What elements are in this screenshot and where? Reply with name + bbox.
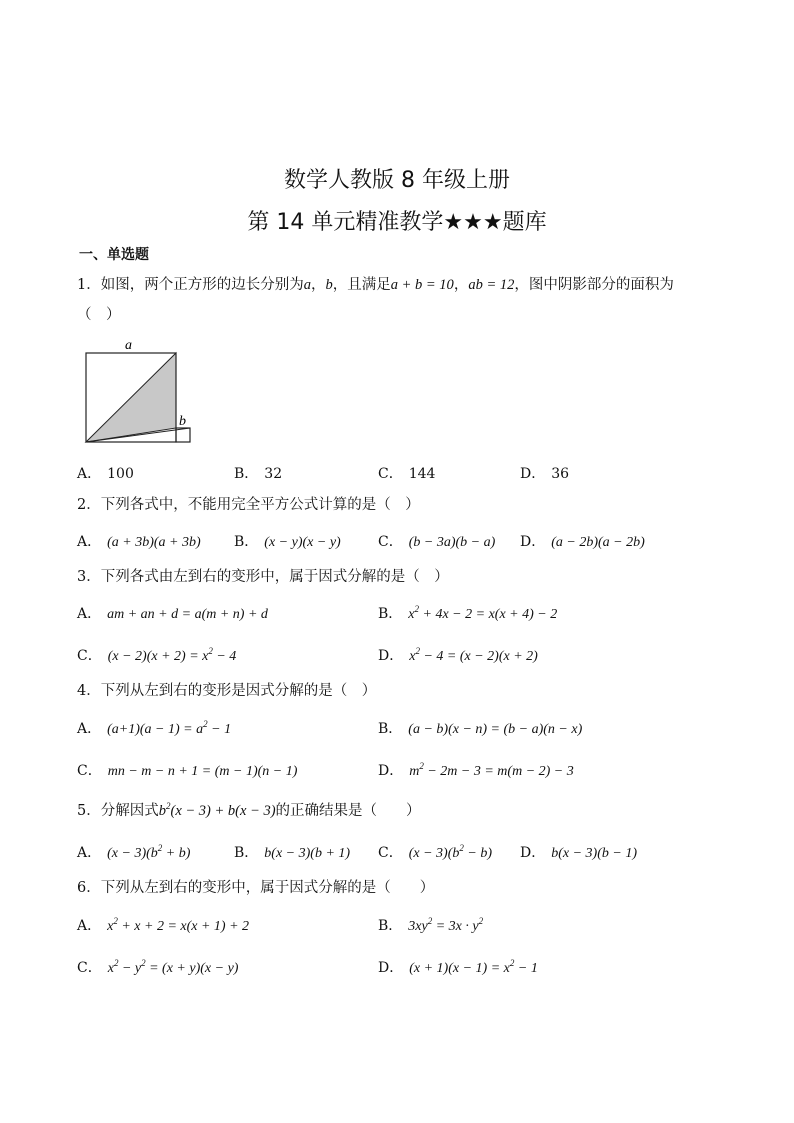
math-expression: $b^2(x - 3) + b(x - 3)$ bbox=[158, 801, 276, 819]
question-4-option-c[interactable] bbox=[77, 760, 297, 780]
question-5-option-b[interactable] bbox=[234, 842, 350, 862]
option-label: C． bbox=[77, 763, 102, 779]
squares-figure bbox=[78, 336, 198, 448]
label-b: b bbox=[179, 414, 186, 429]
option-label: B． bbox=[378, 918, 403, 934]
question-4-stem: 4．下列从左到右的变形是因式分解的是（ ） bbox=[77, 683, 377, 699]
question-4-option-a[interactable] bbox=[77, 718, 231, 738]
question-number: 4 bbox=[77, 683, 87, 699]
option-text: $x^2 + 4x - 2 = x(x + 4) - 2$ bbox=[408, 604, 558, 622]
option-label: D． bbox=[520, 466, 546, 482]
question-3-option-c[interactable] bbox=[77, 645, 236, 665]
label-a: a bbox=[125, 338, 132, 353]
document-title: 数学人教版 8 年级上册 bbox=[284, 168, 510, 193]
option-text: $(x - 3)(b^2 - b)$ bbox=[408, 843, 492, 861]
option-text: 36 bbox=[551, 466, 570, 482]
shaded-triangle bbox=[86, 353, 176, 442]
question-5-option-d[interactable] bbox=[520, 842, 637, 862]
option-label: B． bbox=[234, 534, 259, 550]
option-label: A． bbox=[77, 606, 102, 622]
option-text: $x^2 - y^2 = (x + y)(x - y)$ bbox=[107, 958, 239, 976]
option-label: B． bbox=[378, 606, 403, 622]
option-label: D． bbox=[520, 845, 546, 861]
question-3-option-b[interactable] bbox=[378, 603, 557, 623]
option-text: (a + 3b)(a + 3b) bbox=[107, 535, 201, 550]
option-text: $(x - 3)(b^2 + b)$ bbox=[107, 843, 191, 861]
question-1-option-c[interactable] bbox=[378, 463, 435, 483]
question-6-option-b[interactable] bbox=[378, 915, 483, 935]
question-1-option-a[interactable] bbox=[77, 463, 134, 483]
question-number: 3 bbox=[77, 569, 87, 585]
section-heading: 一、单选题 bbox=[79, 247, 149, 263]
question-number: 2 bbox=[77, 497, 87, 513]
option-text: (b − 3a)(b − a) bbox=[408, 535, 496, 550]
question-5-option-c[interactable] bbox=[378, 842, 492, 862]
option-label: A． bbox=[77, 918, 102, 934]
option-text: 32 bbox=[264, 466, 283, 482]
question-1-stem-line2: （ ） bbox=[77, 307, 121, 323]
option-label: A． bbox=[77, 845, 102, 861]
question-number: 5 bbox=[77, 803, 87, 819]
option-text: (a − b)(x − n) = (b − a)(n − x) bbox=[408, 722, 583, 737]
question-2-option-b[interactable] bbox=[234, 531, 341, 551]
question-number: 6 bbox=[77, 880, 87, 896]
option-label: B． bbox=[378, 721, 403, 737]
option-text: 144 bbox=[408, 466, 436, 482]
option-label: D． bbox=[378, 648, 404, 664]
question-2-option-d[interactable] bbox=[520, 531, 645, 551]
question-4-option-b[interactable] bbox=[378, 718, 582, 738]
option-text: $(a+1)(a - 1) = a^2 - 1$ bbox=[107, 719, 232, 737]
option-text: mn − m − n + 1 = (m − 1)(n − 1) bbox=[107, 764, 298, 779]
question-3-option-a[interactable] bbox=[77, 603, 268, 623]
option-label: C． bbox=[378, 845, 403, 861]
option-text: $(x + 1)(x - 1) = x^2 - 1$ bbox=[409, 958, 538, 976]
question-number: 1 bbox=[77, 277, 87, 293]
option-label: B． bbox=[234, 466, 259, 482]
question-6-option-a[interactable] bbox=[77, 915, 249, 935]
option-text: 100 bbox=[107, 466, 134, 482]
question-5-option-a[interactable] bbox=[77, 842, 190, 862]
option-text: am + an + d = a(m + n) + d bbox=[107, 607, 268, 622]
question-1-option-b[interactable] bbox=[234, 463, 282, 483]
option-text: $(x - 2)(x + 2) = x^2 - 4$ bbox=[107, 646, 237, 664]
option-text: (a − 2b)(a − 2b) bbox=[551, 535, 645, 550]
option-text: (x − y)(x − y) bbox=[264, 535, 341, 550]
option-label: A． bbox=[77, 721, 102, 737]
option-label: D． bbox=[520, 534, 546, 550]
option-text: $3xy^2 = 3x \cdot y^2$ bbox=[408, 916, 484, 934]
option-text: $m^2 - 2m - 3 = m(m - 2) - 3$ bbox=[409, 761, 574, 779]
option-text: b(x − 3)(b − 1) bbox=[551, 846, 637, 861]
option-label: C． bbox=[378, 534, 403, 550]
option-label: A． bbox=[77, 534, 102, 550]
question-6-option-d[interactable] bbox=[378, 957, 538, 977]
question-3-option-d[interactable] bbox=[378, 645, 538, 665]
question-2-option-c[interactable] bbox=[378, 531, 495, 551]
question-1-option-d[interactable] bbox=[520, 463, 569, 483]
option-text: b(x − 3)(b + 1) bbox=[264, 846, 351, 861]
document-subtitle: 第 14 单元精准教学★★★题库 bbox=[247, 210, 547, 235]
option-label: A． bbox=[77, 466, 102, 482]
option-label: D． bbox=[378, 763, 404, 779]
option-text: $x^2 - 4 = (x - 2)(x + 2)$ bbox=[409, 646, 538, 664]
question-1-stem: 1．如图，两个正方形的边长分别为a，b，且满足a + b = 10，ab = 12，图中阴影部分的面积为 bbox=[77, 277, 674, 293]
option-label: D． bbox=[378, 960, 404, 976]
question-2-option-a[interactable] bbox=[77, 531, 201, 551]
question-6-option-c[interactable] bbox=[77, 957, 238, 977]
question-2-stem: 2．下列各式中，不能用完全平方公式计算的是（ ） bbox=[77, 497, 420, 513]
option-text: $x^2 + x + 2 = x(x + 1) + 2$ bbox=[107, 916, 250, 934]
option-label: C． bbox=[378, 466, 403, 482]
option-label: C． bbox=[77, 960, 102, 976]
question-6-stem: 6．下列从左到右的变形中，属于因式分解的是（ ） bbox=[77, 880, 435, 896]
option-label: B． bbox=[234, 845, 259, 861]
option-label: C． bbox=[77, 648, 102, 664]
question-5-stem: 5．分解因式$b^2(x - 3) + b(x - 3)$的正确结果是（ ） bbox=[77, 801, 421, 819]
question-4-option-d[interactable] bbox=[378, 760, 574, 780]
question-3-stem: 3．下列各式由左到右的变形中，属于因式分解的是（ ） bbox=[77, 569, 449, 585]
